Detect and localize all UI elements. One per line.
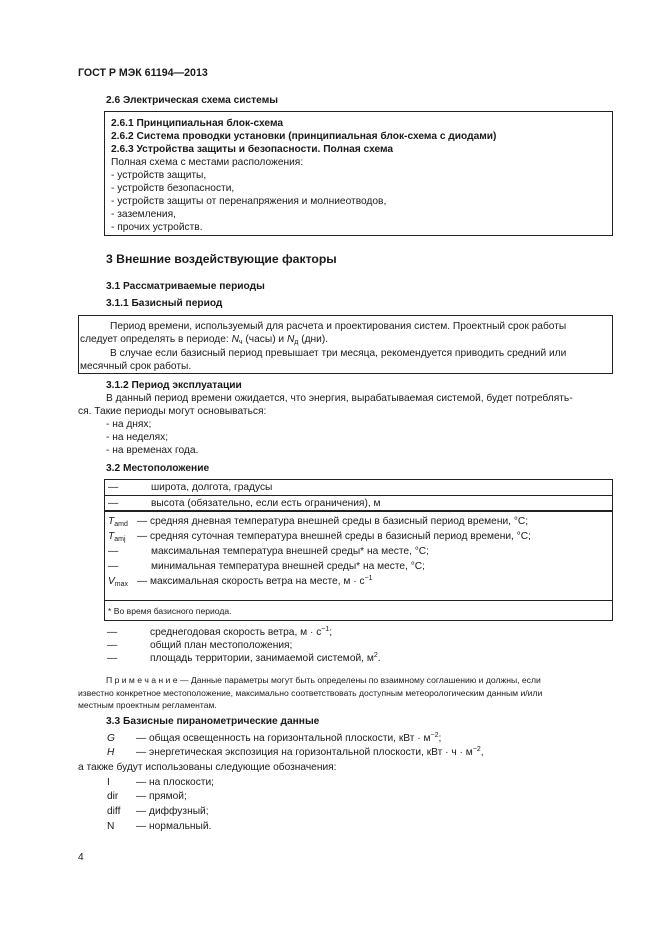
item-2-6-1: 2.6.1 Принципиальная блок-схема — [111, 118, 284, 129]
definition-text: — диффузный; — [136, 806, 209, 817]
location-row-text: широта, долгота, градусы — [151, 482, 273, 493]
document-header: ГОСТ Р МЭК 61194—2013 — [78, 67, 208, 79]
section-2-6-heading: 2.6 Электрическая схема системы — [106, 95, 278, 106]
symbol: $T_{amd}$ — [108, 516, 128, 528]
dash: — — [108, 482, 119, 493]
base-period-p2a: В случае если базисный период превышает три месяца, рекомендуется приводить средний или — [110, 348, 567, 359]
location-row-text: площадь территории, занимаемой системой, $м^2$. — [150, 652, 381, 664]
list-item: - на временах года. — [106, 445, 199, 456]
dash: — — [108, 546, 119, 557]
location-row-text: минимальная температура внешней среды* на месте, °С; — [151, 561, 425, 572]
section-3-2-heading: 3.2 Местоположение — [106, 463, 210, 474]
item-2-6-2: 2.6.2 Система проводки установки (принципиальная блок-схема с диодами) — [111, 131, 497, 142]
location-row-text: — средняя суточная температура внешней среды в базисный период времени, °С; — [137, 531, 531, 542]
list-item: - устройств защиты от перенапряжения и молниеотводов, — [111, 196, 387, 207]
base-period-p1b: следует определять в периоде: $N_ч$ (часы) и $N_д$ (дни). — [80, 334, 329, 346]
list-item: - прочих устройств. — [111, 222, 203, 233]
symbol: N — [107, 821, 115, 832]
location-box-a — [104, 479, 613, 511]
list-item: - устройств безопасности, — [111, 183, 235, 194]
dash: — — [107, 653, 118, 664]
definition-text: — общая освещенность на горизонтальной плоскости, кВт · $м^{-2}$; — [136, 732, 442, 744]
operation-period-p1a: В данный период времени ожидается, что энергия, вырабатываемая системой, будет потреблять- — [106, 393, 573, 404]
note-line-b: известно конкретное местоположение, максимально соответствовать доступным метеорологическим данным и/или — [78, 688, 543, 698]
list-item: - на неделях; — [106, 432, 169, 443]
symbol: I — [107, 777, 110, 788]
scheme-intro: Полная схема с местами расположения: — [111, 157, 304, 168]
dash: — — [108, 561, 119, 572]
symbol: $T_{amj}$ — [108, 531, 126, 543]
note-line-c: местным проектным регламентам. — [78, 700, 217, 710]
definition-text: — энергетическая экспозиция на горизонтальной плоскости, кВт · $ч \cdot м^{-2}$, — [136, 746, 484, 758]
section-3-1-2-heading: 3.1.2 Период эксплуатации — [106, 380, 242, 391]
operation-period-p1b: ся. Такие периоды могут основываться: — [78, 406, 267, 417]
note-line-a: П р и м е ч а н и е — Данные параметры могут быть определены по взаимному соглашению и должны, если — [106, 675, 541, 685]
list-item: - устройств защиты, — [111, 170, 207, 181]
list-item: - на днях; — [106, 419, 152, 430]
symbol: H — [107, 747, 115, 758]
page-number: 4 — [78, 852, 84, 863]
dash: — — [107, 640, 118, 651]
section-3-1-heading: 3.1 Рассматриваемые периоды — [106, 281, 265, 292]
dash: — — [108, 498, 119, 509]
symbol: dir — [107, 791, 119, 802]
location-row-text: среднегодовая скорость ветра, $м \cdot с^{-1}$; — [150, 626, 333, 638]
symbol: G — [107, 733, 115, 744]
location-row-text: — максимальная скорость ветра на месте, $м \cdot с^{-1}$ — [137, 575, 373, 587]
footnote: * Во время базисного периода. — [108, 606, 232, 616]
item-2-6-3: 2.6.3 Устройства защиты и безопасности. Полная схема — [111, 144, 394, 155]
list-item: - заземления, — [111, 209, 176, 220]
location-row-text: высота (обязательно, если есть ограничения), м — [151, 498, 381, 509]
symbol: diff — [107, 806, 121, 817]
section-3-3-heading: 3.3 Базисные пиранометрические данные — [106, 716, 320, 727]
location-row-text: — средняя дневная температура внешней среды в базисный период времени, °С; — [137, 516, 529, 527]
section-3-heading: 3 Внешние воздействующие факторы — [106, 252, 337, 266]
location-row-text: общий план местоположения; — [150, 640, 293, 651]
location-box-b — [104, 511, 613, 621]
definition-text: — нормальный. — [136, 821, 212, 832]
location-row-text: максимальная температура внешней среды* на месте, °С; — [151, 546, 429, 557]
definition-text: — на плоскости; — [136, 777, 214, 788]
section-3-1-1-box — [78, 315, 613, 374]
base-period-p2b: месячный срок работы. — [80, 361, 192, 372]
section-3-1-1-heading: 3.1.1 Базисный период — [106, 298, 223, 309]
also-used-text: а также будут использованы следующие обозначения: — [78, 762, 337, 773]
base-period-p1a: Период времени, используемый для расчета и проектирования систем. Проектный срок работы — [110, 321, 567, 332]
symbol: $V_{max}$ — [108, 576, 129, 588]
section-2-6-box — [104, 111, 613, 236]
definition-text: — прямой; — [136, 791, 187, 802]
dash: — — [107, 627, 118, 638]
